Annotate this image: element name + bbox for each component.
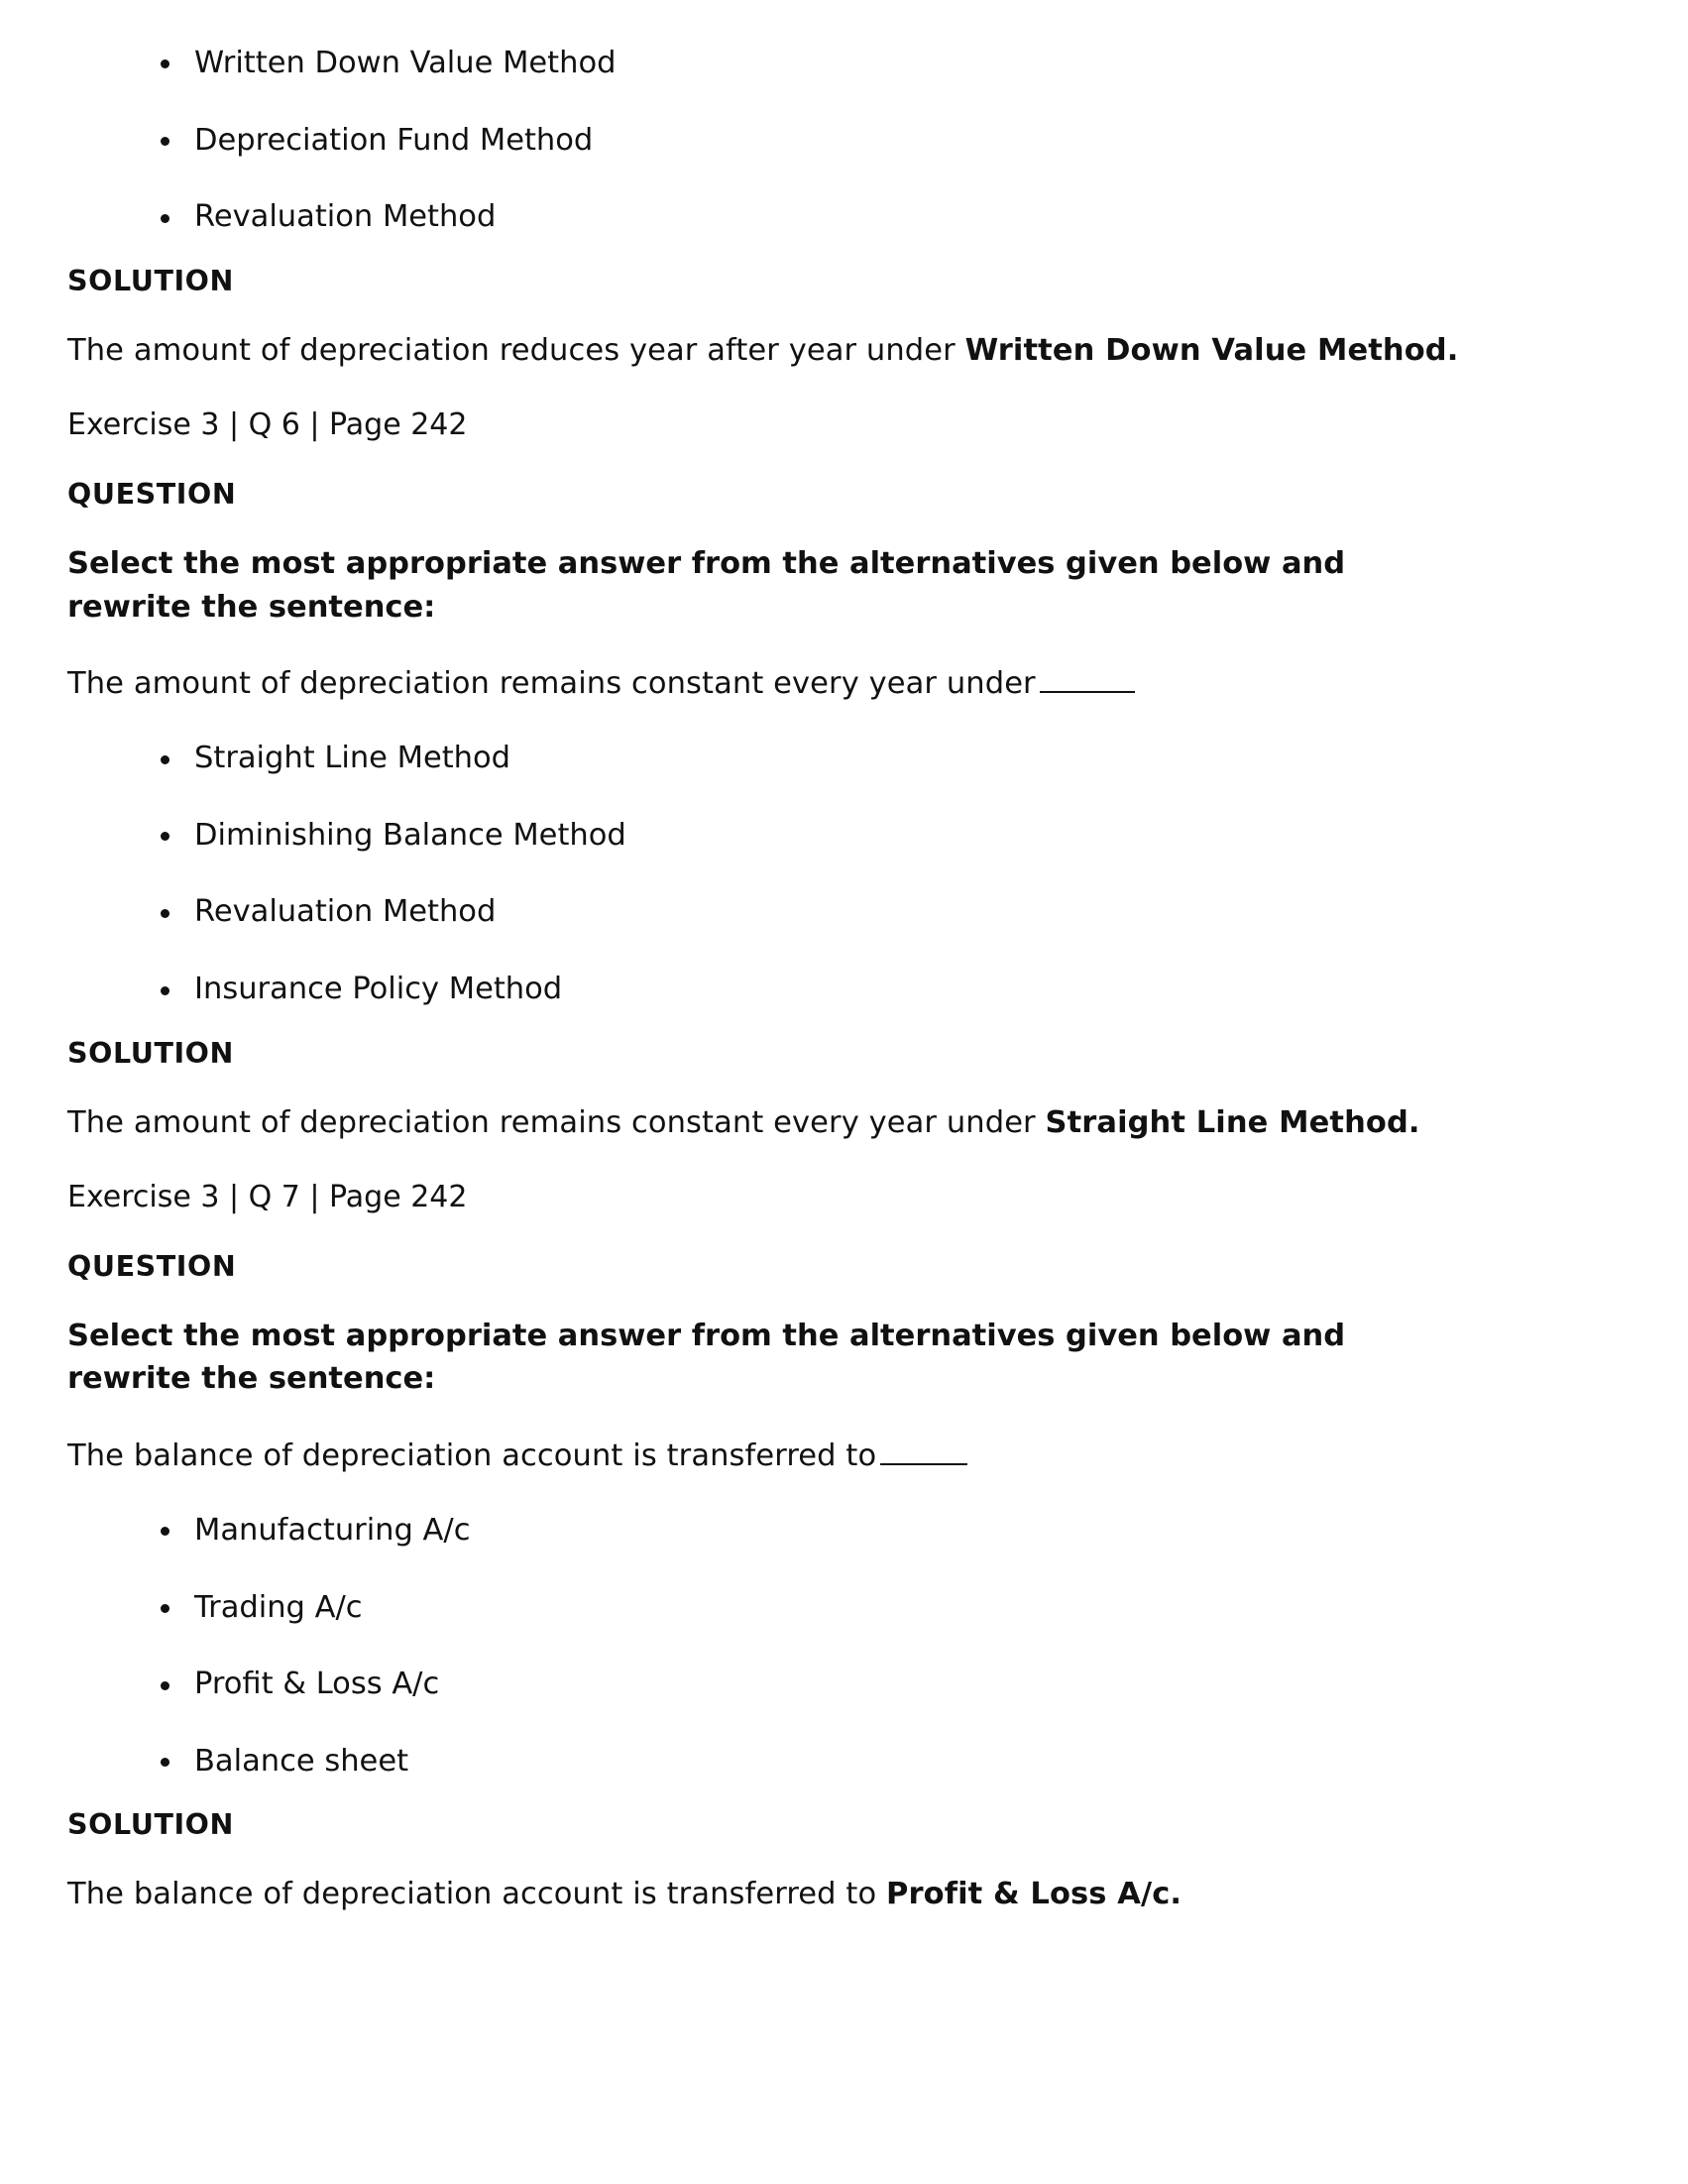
solution-text-q6 xyxy=(67,1101,1475,1144)
solution-text-q5 xyxy=(67,329,1475,372)
option-label: Written Down Value Method xyxy=(194,46,617,80)
exercise-meta-q7: Exercise 3 | Q 7 | Page 242 xyxy=(67,1179,468,1214)
question-stem-text: The amount of depreciation remains constant every year under xyxy=(67,665,1036,701)
exercise-meta-q6: Exercise 3 | Q 6 | Page 242 xyxy=(67,407,468,443)
list-item[interactable] xyxy=(159,121,1569,161)
option-label: Manufacturing A/c xyxy=(194,1512,471,1548)
option-label: Insurance Policy Method xyxy=(194,972,563,1007)
question-stem-q7 xyxy=(67,1435,1475,1477)
option-list-q5 xyxy=(67,44,1569,237)
option-list-q7 xyxy=(67,1511,1569,1782)
solution-text-plain: The amount of depreciation remains constant every year under xyxy=(67,1104,1046,1140)
question-stem-q6 xyxy=(67,662,1475,705)
option-list-q6 xyxy=(67,739,1569,1009)
solution-answer-bold: Written Down Value Method. xyxy=(964,332,1459,368)
list-item[interactable] xyxy=(159,44,1569,83)
list-item[interactable] xyxy=(159,197,1569,237)
solution-text-q7 xyxy=(67,1873,1475,1915)
list-item[interactable] xyxy=(159,816,1569,856)
solution-text-plain: The amount of depreciation reduces year after year under xyxy=(67,332,965,368)
list-item[interactable] xyxy=(159,970,1569,1009)
question-instruction-q7: Select the most appropriate answer from the alternatives given below and rewrite the sentence: xyxy=(67,1318,1346,1397)
list-item[interactable] xyxy=(159,892,1569,932)
fill-in-blank xyxy=(1040,666,1135,693)
question-stem-text: The balance of depreciation account is transferred to xyxy=(67,1437,877,1473)
solution-text-plain: The balance of depreciation account is transferred to xyxy=(67,1877,887,1912)
option-label: Diminishing Balance Method xyxy=(194,817,626,853)
option-label: Profit & Loss A/c xyxy=(194,1667,440,1702)
list-item[interactable] xyxy=(159,1742,1569,1782)
option-label: Depreciation Fund Method xyxy=(194,122,594,158)
solution-answer-bold: Straight Line Method. xyxy=(1045,1104,1420,1140)
solution-heading-q6: SOLUTION xyxy=(67,1036,234,1070)
list-item[interactable] xyxy=(159,1511,1569,1551)
question-heading-q6: QUESTION xyxy=(67,478,237,512)
list-item[interactable] xyxy=(159,1665,1569,1704)
solution-answer-bold: Profit & Loss A/c. xyxy=(886,1877,1182,1912)
option-label: Straight Line Method xyxy=(194,741,511,776)
option-label: Trading A/c xyxy=(194,1589,363,1625)
question-heading-q7: QUESTION xyxy=(67,1249,237,1283)
option-label: Balance sheet xyxy=(194,1743,409,1779)
list-item[interactable] xyxy=(159,739,1569,778)
solution-heading-q7: SOLUTION xyxy=(67,1808,234,1842)
fill-in-blank xyxy=(880,1438,967,1465)
question-instruction-q6: Select the most appropriate answer from the alternatives given below and rewrite the sentence: xyxy=(67,546,1346,625)
option-label: Revaluation Method xyxy=(194,894,497,930)
solution-heading-q5: SOLUTION xyxy=(67,264,234,297)
list-item[interactable] xyxy=(159,1588,1569,1628)
option-label: Revaluation Method xyxy=(194,199,497,235)
